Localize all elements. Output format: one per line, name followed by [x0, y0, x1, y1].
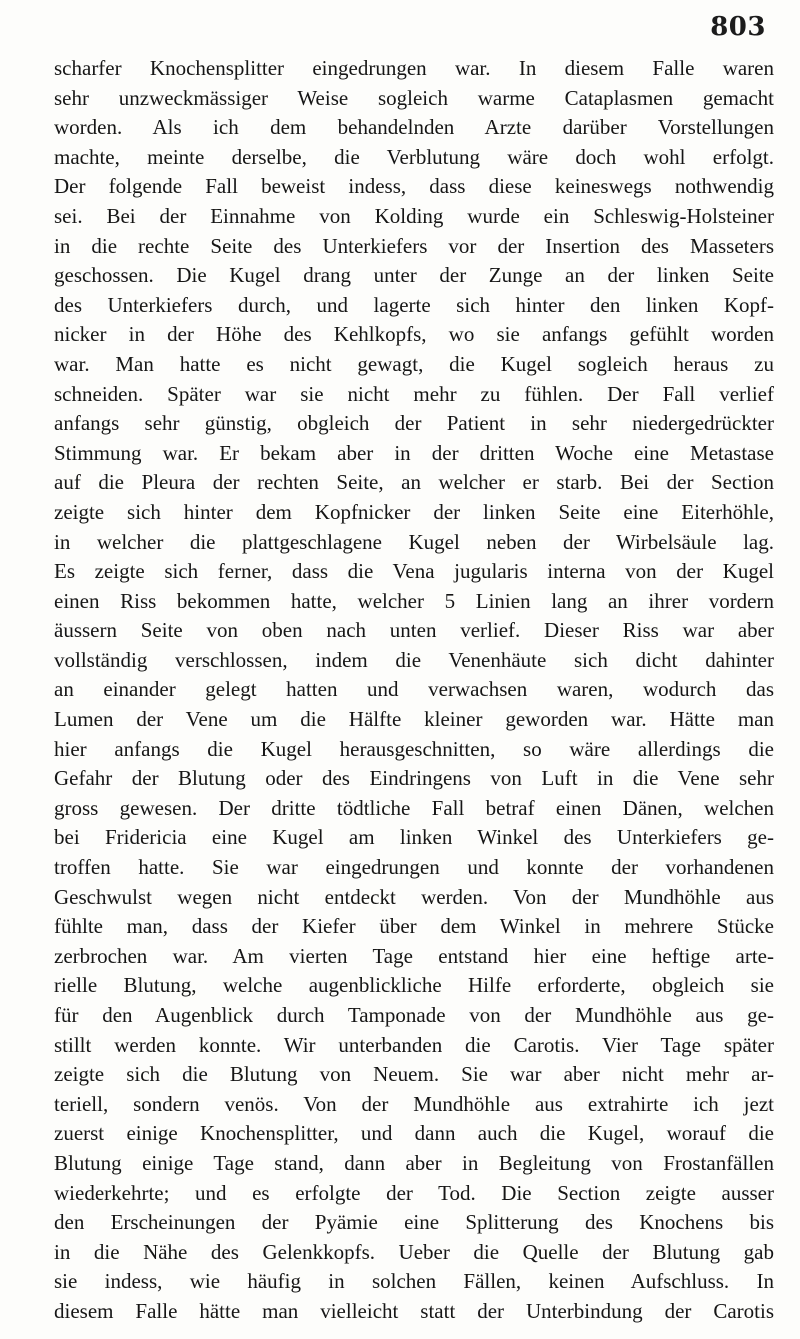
text-line: auf die Pleura der rechten Seite, an welcher er starb. Bei der Section [54, 470, 774, 495]
text-line: nicker in der Höhe des Kehlkopfs, wo sie anfangs gefühlt worden [54, 322, 774, 347]
text-line: Blutung einige Tage stand, dann aber in Begleitung von Frostanfällen [54, 1150, 774, 1175]
text-line: sie indess, wie häufig in solchen Fällen, keinen Aufschluss. In [54, 1269, 774, 1294]
text-line: anfangs sehr günstig, obgleich der Patient in sehr niedergedrückter [54, 411, 774, 436]
text-line: für den Augenblick durch Tamponade von der Mundhöhle aus ge- [54, 1003, 774, 1027]
text-line: zeigte sich die Blutung von Neuem. Sie war aber nicht mehr ar- [54, 1062, 774, 1087]
text-line: stillt werden konnte. Wir unterbanden die Carotis. Vier Tage später [54, 1032, 774, 1057]
text-line: an einander gelegt hatten und verwachsen waren, wodurch das [54, 677, 774, 702]
text-line: gross gewesen. Der dritte tödtliche Fall betraf einen Dänen, welchen [54, 795, 774, 820]
text-line: sei. Bei der Einnahme von Kolding wurde ein Schleswig-Holsteiner [54, 203, 774, 228]
body-text [54, 54, 774, 1327]
text-line: diesem Falle hätte man vielleicht statt der Unterbindung der Carotis [54, 1298, 774, 1323]
text-line: vollständig verschlossen, indem die Venenhäute sich dicht dahinter [54, 647, 774, 672]
text-line: Geschwulst wegen nicht entdeckt werden. Von der Mundhöhle aus [54, 884, 774, 909]
text-line: geschossen. Die Kugel drang unter der Zunge an der linken Seite [54, 263, 774, 288]
page-number: 803 [710, 12, 766, 42]
text-line: Stimmung war. Er bekam aber in der dritten Woche eine Metastase [54, 440, 774, 465]
text-line: Der folgende Fall beweist indess, dass diese keineswegs nothwendig [54, 174, 774, 199]
text-line: zerbrochen war. Am vierten Tage entstand hier eine heftige arte- [54, 943, 774, 968]
text-line: in die Nähe des Gelenkkopfs. Ueber die Quelle der Blutung gab [54, 1239, 774, 1264]
text-line: bei Fridericia eine Kugel am linken Winkel des Unterkiefers ge- [54, 825, 774, 850]
text-line: in welcher die plattgeschlagene Kugel neben der Wirbelsäule lag. [54, 529, 774, 554]
text-line: troffen hatte. Sie war eingedrungen und konnte der vorhandenen [54, 855, 774, 880]
text-line: Lumen der Vene um die Hälfte kleiner geworden war. Hätte man [54, 707, 774, 732]
text-line: wiederkehrte; und es erfolgte der Tod. Die Section zeigte ausser [54, 1180, 774, 1205]
text-line: machte, meinte derselbe, die Verblutung wäre doch wohl erfolgt. [54, 144, 774, 169]
text-line: zeigte sich hinter dem Kopfnicker der linken Seite eine Eiterhöhle, [54, 499, 774, 524]
text-line: sehr unzweckmässiger Weise sogleich warme Cataplasmen gemacht [54, 85, 774, 110]
text-line: in die rechte Seite des Unterkiefers vor der Insertion des Masseters [54, 233, 774, 258]
text-line: war. Man hatte es nicht gewagt, die Kugel sogleich heraus zu [54, 351, 774, 376]
text-line: teriell, sondern venös. Von der Mundhöhle aus extrahirte ich jezt [54, 1091, 774, 1116]
text-line: fühlte man, dass der Kiefer über dem Winkel in mehrere Stücke [54, 914, 774, 939]
text-line: worden. Als ich dem behandelnden Arzte darüber Vorstellungen [54, 115, 774, 140]
text-line: Gefahr der Blutung oder des Eindringens von Luft in die Vene sehr [54, 766, 774, 791]
text-line: einen Riss bekommen hatte, welcher 5 Linien lang an ihrer vordern [54, 588, 774, 613]
text-line: hier anfangs die Kugel herausgeschnitten, so wäre allerdings die [54, 736, 774, 761]
text-line: zuerst einige Knochensplitter, und dann auch die Kugel, worauf die [54, 1121, 774, 1146]
text-line: scharfer Knochensplitter eingedrungen war. In diesem Falle waren [54, 56, 774, 80]
text-line: Es zeigte sich ferner, dass die Vena jugularis interna von der Kugel [54, 559, 774, 584]
text-line: äussern Seite von oben nach unten verlief. Dieser Riss war aber [54, 618, 774, 643]
text-line: rielle Blutung, welche augenblickliche Hilfe erforderte, obgleich sie [54, 973, 774, 998]
text-line: des Unterkiefers durch, und lagerte sich hinter den linken Kopf- [54, 292, 774, 317]
text-line: den Erscheinungen der Pyämie eine Splitterung des Knochens bis [54, 1210, 774, 1235]
text-line: schneiden. Später war sie nicht mehr zu fühlen. Der Fall verlief [54, 381, 774, 406]
